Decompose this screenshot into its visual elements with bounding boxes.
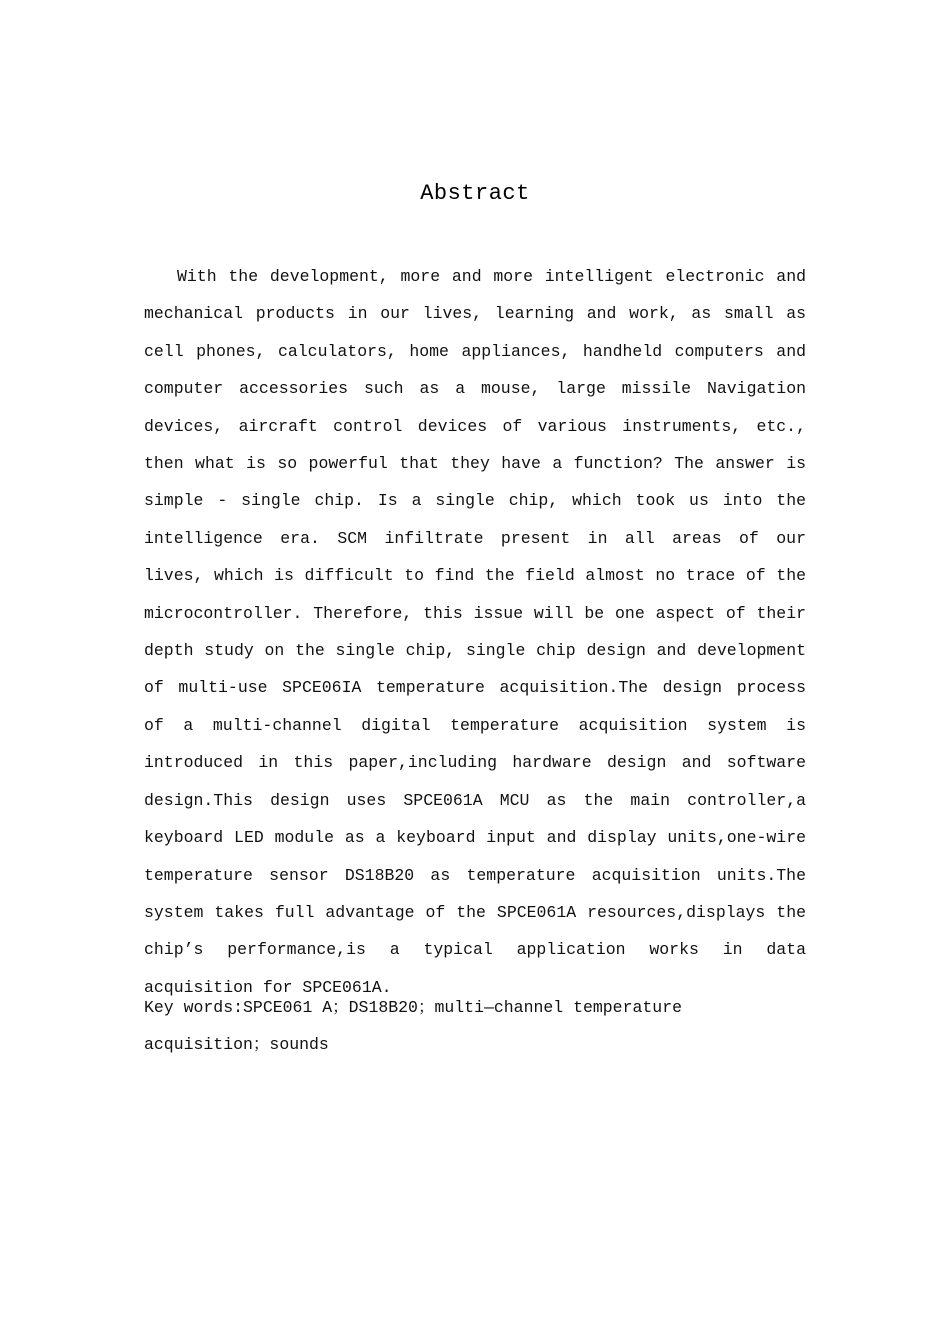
- page-title: Abstract: [420, 181, 530, 206]
- keywords-block: [144, 989, 704, 1064]
- keywords-label: Key words:: [144, 998, 244, 1017]
- keywords-text: SPCE061 A；DS18B20；multi—channel temperature acquisition；sounds: [144, 998, 682, 1055]
- abstract-paragraph: With the development, more and more intelligent electronic and mechanical products in our lives, learning and work, as small as cell phones, calculators, home appliances, handheld computers and computer accessories such as a mouse, large missile Navigation devices, aircraft control devices of various instruments, etc., then what is so powerful that they have a function? The answer is simple - single chip. Is a single chip, which took us into the intelligence era. SCM infiltrate present in all areas of our lives, which is difficult to find the field almost no trace of the microcontroller. Therefore, this issue will be one aspect of their depth study on the single chip, single chip design and development of multi-use SPCE06IA temperature acquisition.The design process of a multi-channel digital temperature acquisition system is introduced in this paper,including hardware design and software design.This design uses SPCE061A MCU as the main controller,a keyboard LED module as a keyboard input and display units,one-wire temperature sensor DS18B20 as temperature acquisition units.The system takes full advantage of the SPCE061A resources,displays the chip’s performance,is a typical application works in data acquisition for SPCE061A.: [144, 267, 806, 997]
